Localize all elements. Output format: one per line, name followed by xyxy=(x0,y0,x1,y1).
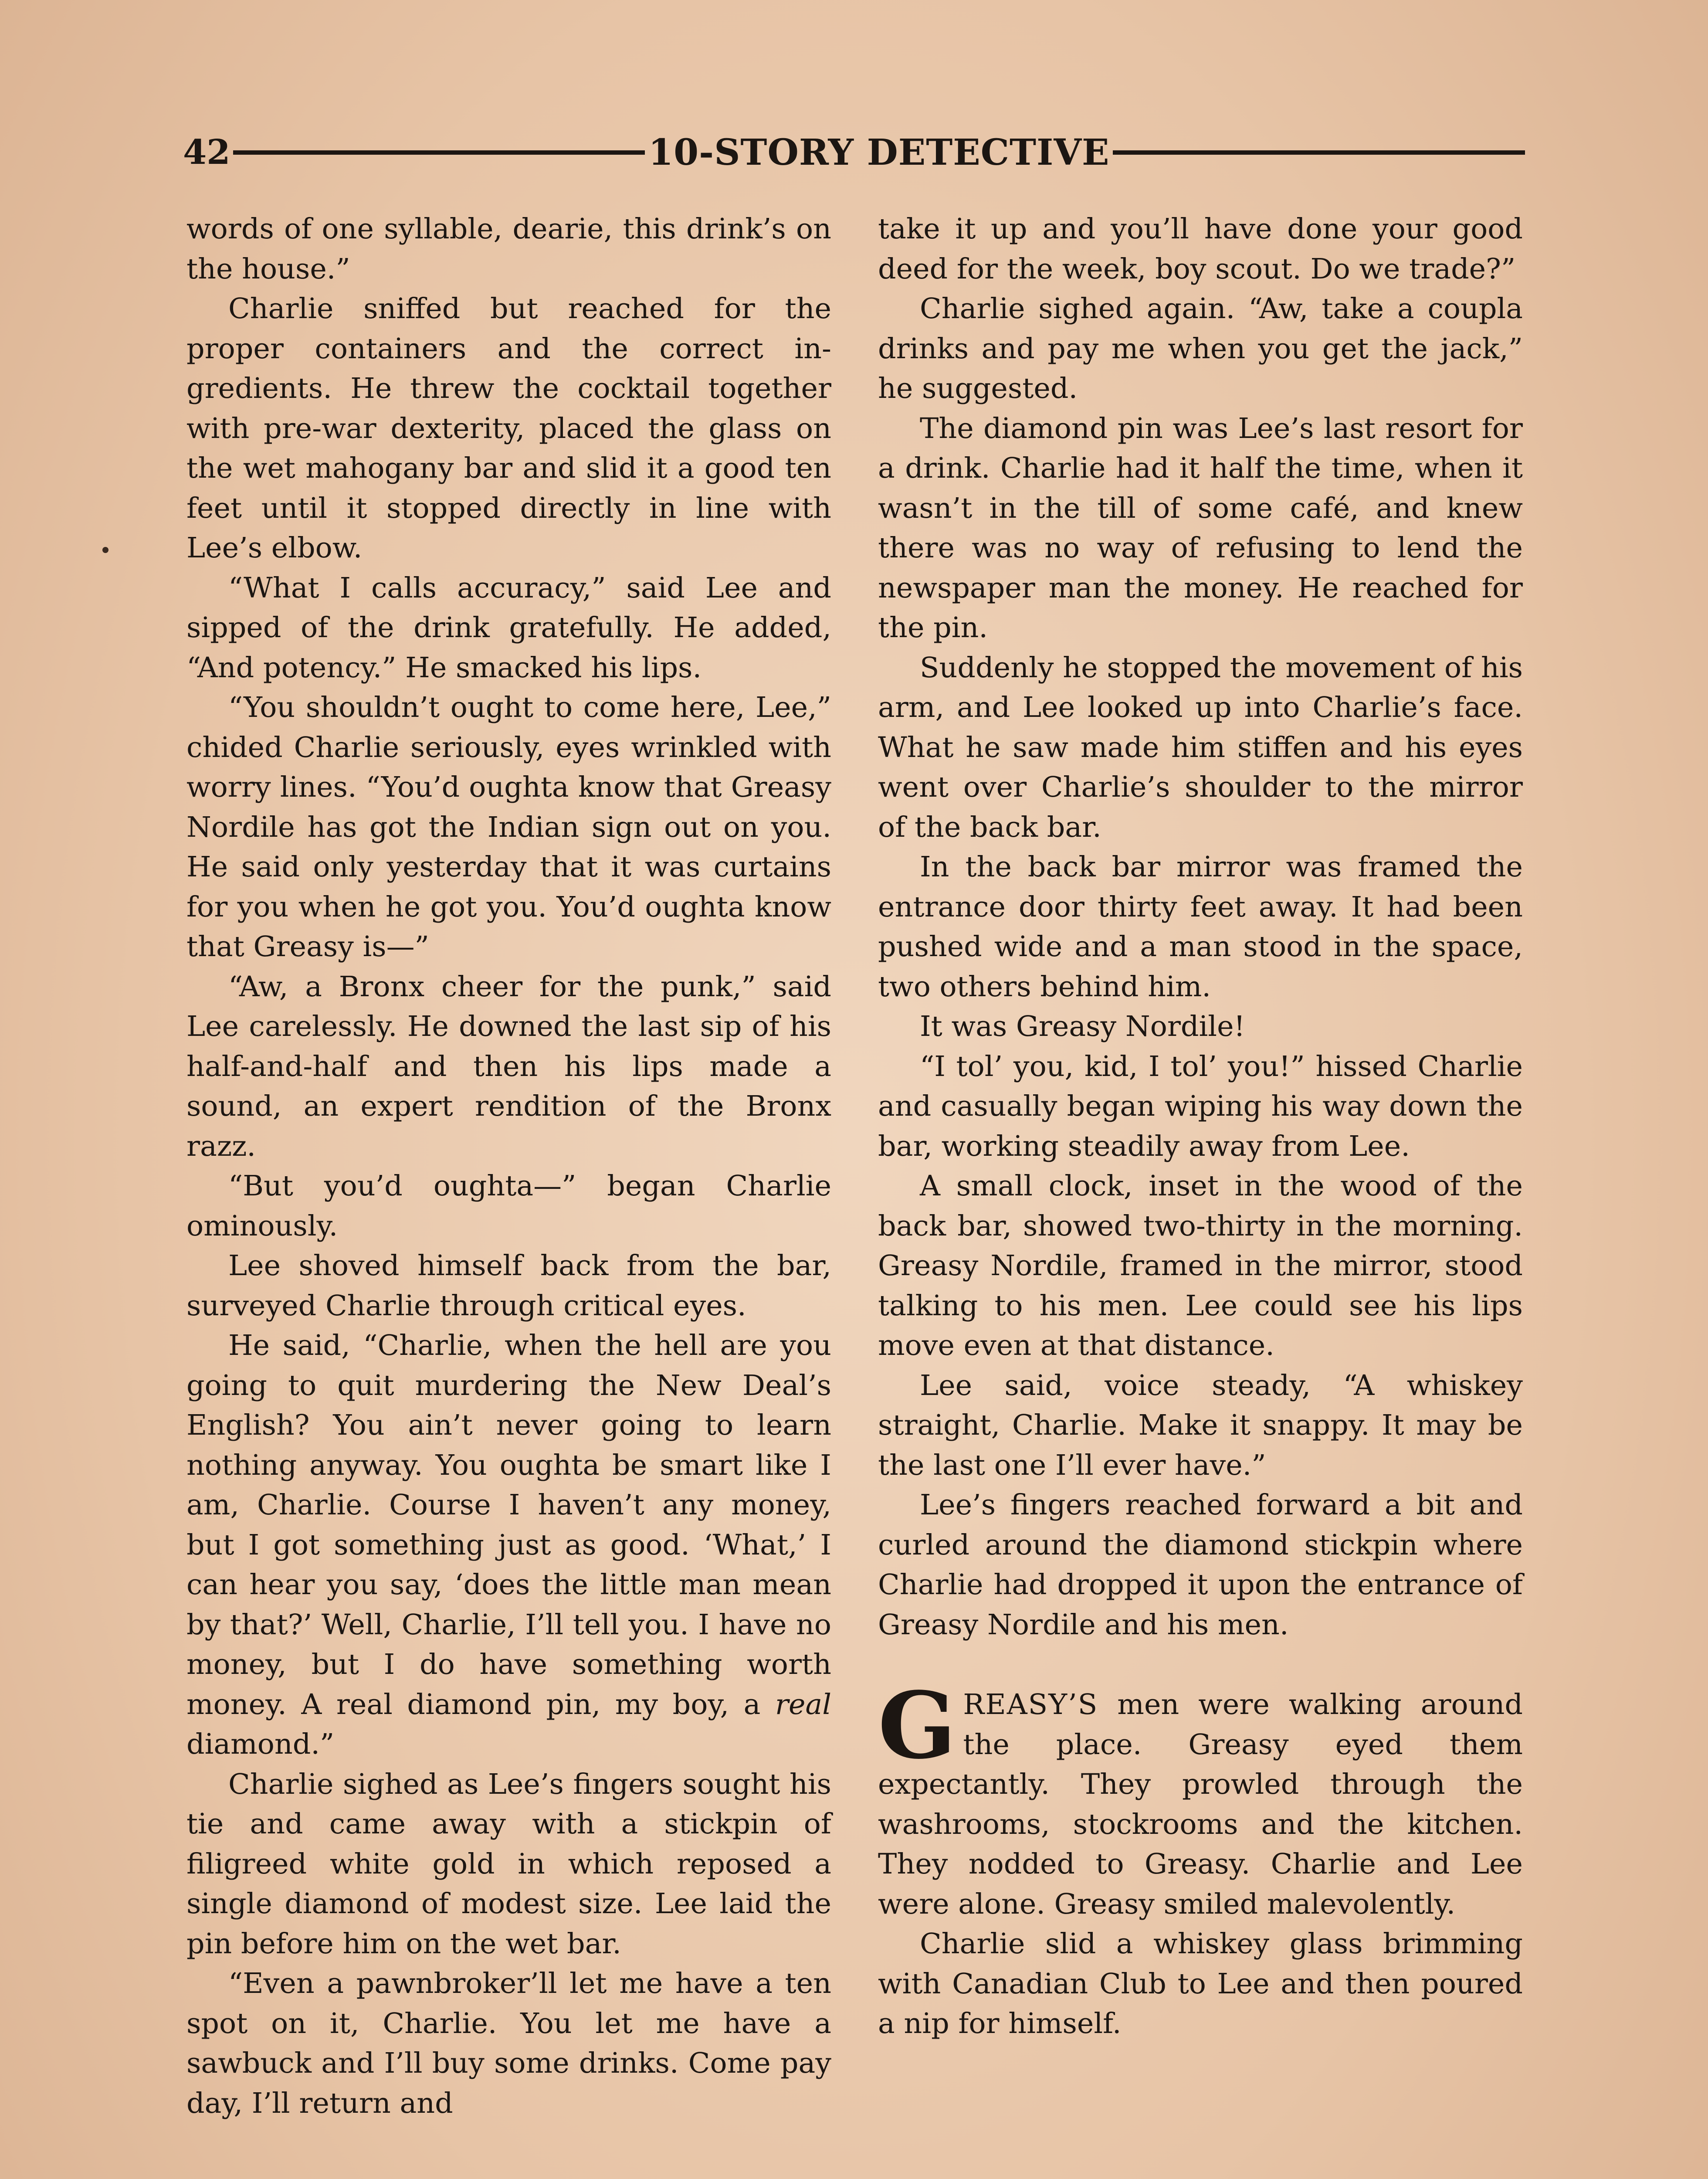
paragraph: Suddenly he stopped the movement of his arm, and Lee looked up into Charlie’s face. What he saw made him stiffen and his eyes went over Charlie’s shoulder to the mirror of the back bar. xyxy=(878,651,1523,844)
paragraph: It was Greasy Nordile! xyxy=(920,1010,1245,1043)
paragraph: Charlie slid a whiskey glass brimming with Canadian Club to Lee and then poured a nip for himself. xyxy=(878,1928,1523,2040)
paragraph: “You shouldn’t ought to come here, Lee,” chided Charlie seriously, eyes wrinkled with worry lines. “You’d oughta know that Greasy Nordile has got the Indian sign out on you. He said only yesterday that it was curtains for you when he got you. You’d oughta know that Greasy is—” xyxy=(186,691,831,963)
italic-word: real xyxy=(775,1688,831,1721)
page-number: 42 xyxy=(183,132,230,172)
paragraph: “I tol’ you, kid, I tol’ you!” hissed Charlie and casually began wiping his way down the bar, working steadily away from Lee. xyxy=(878,1050,1523,1163)
paragraph-section-opening xyxy=(878,1672,1523,1924)
paragraph: “Aw, a Bronx cheer for the punk,” said Lee carelessly. He downed the last sip of his half-and-half and then his lips made a sound, an expert rendition of the Bronx razz. xyxy=(186,970,831,1163)
paragraph: “But you’d oughta—” began Charlie ominously. xyxy=(186,1170,831,1242)
drop-cap: G xyxy=(878,1672,956,1779)
left-column xyxy=(186,209,831,2123)
paragraph: words of one syllable, dearie, this drink’s on the house.” xyxy=(186,213,831,285)
paragraph: Lee shoved himself back from the bar, surveyed Charlie through critical eyes. xyxy=(186,1249,831,1322)
paragraph: Lee said, voice steady, “A whiskey straight, Charlie. Make it snappy. It may be the last one I’ll ever have.” xyxy=(878,1369,1523,1482)
paragraph: Charlie sighed as Lee’s fingers sought his tie and came away with a stickpin of filigreed white gold in which reposed a single diamond of modest size. Lee laid the pin before him on the wet bar. xyxy=(186,1768,831,1960)
running-header xyxy=(183,126,1525,179)
paragraph: “What I calls accuracy,” said Lee and sipped of the drink gratefully. He added, “And potency.” He smacked his lips. xyxy=(186,571,831,684)
paragraph: The diamond pin was Lee’s last resort for a drink. Charlie had it half the time, when it wasn’t in the till of some café, and knew there was no way of refusing to lend the newspaper man the money. He reached for the pin. xyxy=(878,412,1523,644)
paragraph: take it up and you’ll have done your good deed for the week, boy scout. Do we trade?” xyxy=(878,213,1523,285)
paragraph-text: He said, “Charlie, when the hell are you going to quit murdering the New Deal’s English? You ain’t never going to learn nothing anyway. You oughta be smart like I am, Charlie. Course I haven’t any money, but I got something just as good. ‘What,’ I can hear you say, ‘does the little man mean by that?’ Well, Charlie, I’ll tell you. I have no money, but I do have something worth money. A real diamond pin, my boy, a xyxy=(186,1329,831,1721)
paragraph xyxy=(186,1326,831,1765)
header-rule-right xyxy=(1113,150,1525,155)
magazine-title: 10-STORY DETECTIVE xyxy=(648,132,1110,173)
paragraph-text: diamond.” xyxy=(186,1728,335,1761)
paragraph: A small clock, inset in the wood of the back bar, showed two-thirty in the morning. Greasy Nordile, framed in the mirror, stood talking to his men. Lee could see his lips move even at that distance. xyxy=(878,1170,1523,1362)
paragraph: “Even a pawnbroker’ll let me have a ten spot on it, Charlie. You let me have a sawbuck and I’ll buy some drinks. Come pay day, I’ll return and xyxy=(186,1967,831,2120)
right-column xyxy=(878,209,1523,2044)
header-rule-left xyxy=(233,150,645,155)
section-break xyxy=(878,1645,1523,1685)
ink-speck xyxy=(102,547,108,553)
paragraph: Lee’s fingers reached forward a bit and curled around the diamond stickpin where Charlie had dropped it upon the entrance of Greasy Nordile and his men. xyxy=(878,1489,1523,1641)
paragraph-text: men were walking around the place. Greasy eyed them expectantly. They prowled through the washrooms, stockrooms and the kitchen. They nodded to Greasy. Charlie and Lee were alone. Greasy smiled malevolently. xyxy=(878,1688,1523,1921)
paragraph: Charlie sighed again. “Aw, take a coupla drinks and pay me when you get the jack,” he suggested. xyxy=(878,292,1523,405)
paragraph: Charlie sniffed but reached for the proper containers and the correct ingredients. He threw the cocktail together with pre-war dexterity, placed the glass on the wet mahogany bar and slid it a good ten feet until it stopped directly in line with Lee’s elbow. xyxy=(186,292,831,564)
paragraph: In the back bar mirror was framed the entrance door thirty feet away. It had been pushed wide and a man stood in the space, two others behind him. xyxy=(878,851,1523,1003)
small-caps-lead: REASY’S xyxy=(963,1688,1098,1721)
